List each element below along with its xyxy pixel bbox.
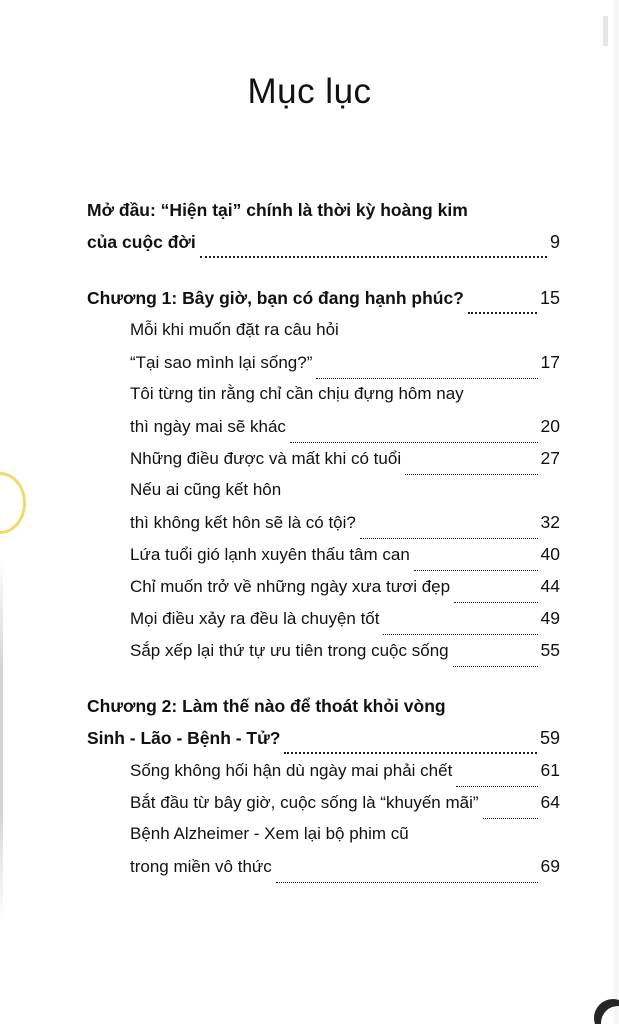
dot-leader	[454, 602, 537, 603]
toc-page-number: 20	[540, 416, 560, 436]
scan-artifact-right-tick	[603, 16, 608, 46]
toc-list	[0, 200, 619, 888]
toc-entry-line-last	[0, 288, 619, 320]
toc-entry-line-last	[0, 448, 619, 480]
dot-leader	[276, 882, 538, 883]
dot-leader	[456, 786, 537, 787]
toc-entry-text: Mở đầu: “Hiện tại” chính là thời kỳ hoàng kim	[87, 200, 468, 220]
toc-entry[interactable]	[0, 760, 619, 792]
toc-page-number: 49	[540, 608, 560, 628]
dot-leader	[383, 634, 537, 635]
toc-entry-line-last	[0, 608, 619, 640]
toc-entry-line	[0, 200, 619, 232]
dot-leader	[468, 312, 537, 314]
toc-entry-text: Chỉ muốn trở về những ngày xưa tươi đẹp	[130, 577, 451, 596]
toc-entry-text: của cuộc đời	[87, 232, 196, 252]
toc-entry-text: thì ngày mai sẽ khác	[130, 417, 286, 436]
toc-page-number: 64	[540, 792, 560, 812]
toc-entry-text: Mỗi khi muốn đặt ra câu hỏi	[130, 320, 339, 339]
toc-entry-line	[0, 320, 619, 352]
toc-page-number: 44	[540, 576, 560, 596]
toc-entry-line-last	[0, 856, 619, 888]
dot-leader	[284, 752, 536, 754]
toc-entry-line-last	[0, 576, 619, 608]
toc-page-number: 32	[540, 512, 560, 532]
toc-entry-text: Những điều được và mất khi có tuổi	[130, 449, 402, 468]
toc-entry[interactable]	[0, 384, 619, 448]
toc-entry-line-last	[0, 640, 619, 672]
toc-entry[interactable]	[0, 824, 619, 888]
toc-entry-line-last	[0, 760, 619, 792]
toc-entry-line-last	[0, 232, 619, 264]
toc-entry-text: Chương 2: Làm thế nào để thoát khỏi vòng	[87, 696, 446, 716]
toc-entry-text: Chương 1: Bây giờ, bạn có đang hạnh phúc?	[87, 288, 464, 308]
toc-entry-text: Tôi từng tin rằng chỉ cần chịu đựng hôm nay	[130, 384, 464, 403]
toc-entry[interactable]	[0, 608, 619, 640]
toc-entry[interactable]	[0, 696, 619, 760]
toc-entry-text: Nếu ai cũng kết hôn	[130, 480, 282, 499]
dot-leader	[290, 442, 538, 443]
page-title: Mục lục	[247, 72, 372, 111]
toc-entry-text: trong miền vô thức	[130, 857, 272, 876]
toc-page-number: 59	[539, 728, 560, 748]
toc-entry-text: Bệnh Alzheimer - Xem lại bộ phim cũ	[130, 824, 409, 843]
toc-page-number: 9	[549, 232, 560, 252]
dot-leader	[453, 666, 538, 667]
toc-entry-line	[0, 384, 619, 416]
dot-leader	[414, 570, 538, 571]
toc-page-number: 61	[540, 760, 560, 780]
toc-entry[interactable]	[0, 288, 619, 320]
toc-entry[interactable]	[0, 544, 619, 576]
toc-entry-text: Lứa tuổi gió lạnh xuyên thấu tâm can	[130, 545, 410, 564]
toc-entry[interactable]	[0, 200, 619, 264]
toc-entry-text: Mọi điều xảy ra đều là chuyện tốt	[130, 609, 380, 628]
toc-entry-text: Sống không hối hận dù ngày mai phải chết	[130, 761, 453, 780]
toc-entry-line	[0, 480, 619, 512]
scan-artifact-corner	[593, 998, 619, 1024]
toc-entry-text: “Tại sao mình lại sống?”	[130, 353, 313, 372]
toc-page-number: 40	[540, 544, 560, 564]
toc-entry-line-last	[0, 416, 619, 448]
toc-entry-line	[0, 696, 619, 728]
toc-entry-text: Sắp xếp lại thứ tự ưu tiên trong cuộc sống	[130, 641, 449, 660]
dot-leader	[483, 818, 538, 819]
toc-entry[interactable]	[0, 640, 619, 672]
toc-entry-line-last	[0, 352, 619, 384]
dot-leader	[405, 474, 537, 475]
toc-entry-line-last	[0, 792, 619, 824]
toc-entry-line	[0, 824, 619, 856]
toc-entry-text: thì không kết hôn sẽ là có tội?	[130, 513, 356, 532]
toc-entry[interactable]	[0, 320, 619, 384]
toc-entry[interactable]	[0, 576, 619, 608]
toc-page-number: 69	[540, 856, 560, 876]
toc-page-number: 17	[540, 352, 560, 372]
toc-page-number: 55	[540, 640, 560, 660]
toc-page-number: 27	[540, 448, 560, 468]
toc-entry-text: Sinh - Lão - Bệnh - Tử?	[87, 728, 281, 748]
dot-leader	[200, 256, 547, 258]
toc-entry[interactable]	[0, 448, 619, 480]
toc-entry-line-last	[0, 512, 619, 544]
toc-entry[interactable]	[0, 480, 619, 544]
toc-entry-line-last	[0, 544, 619, 576]
toc-entry-text: Bắt đầu từ bây giờ, cuộc sống là “khuyến mãi”	[130, 793, 479, 812]
toc-page-number: 15	[539, 288, 560, 308]
toc-entry[interactable]	[0, 792, 619, 824]
toc-entry-line-last	[0, 728, 619, 760]
dot-leader	[316, 378, 537, 379]
dot-leader	[360, 538, 538, 539]
